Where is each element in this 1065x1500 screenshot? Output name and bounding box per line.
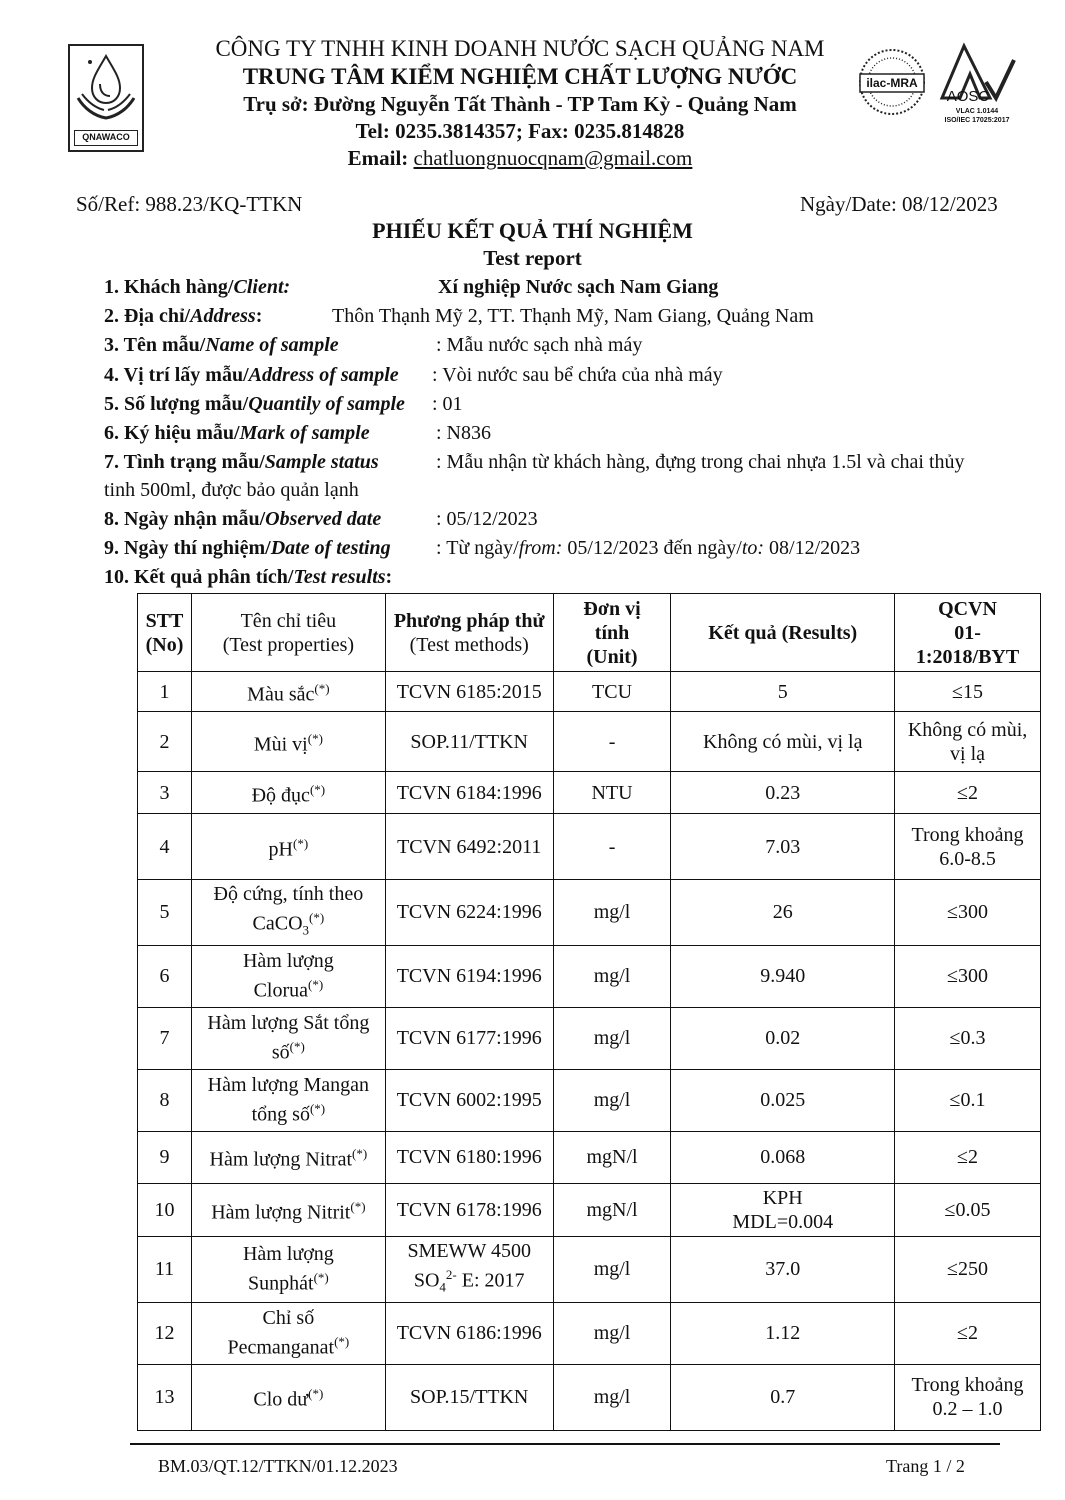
accredited-mark: (*) bbox=[314, 680, 330, 696]
result-value: 26 bbox=[772, 901, 793, 924]
test-method: TCVN 6492:2011 bbox=[397, 835, 542, 858]
cell-method bbox=[385, 945, 553, 1007]
cell-limit bbox=[895, 1007, 1041, 1069]
cell-method bbox=[385, 1131, 553, 1183]
accredited-mark: (*) bbox=[307, 730, 323, 746]
cell-result bbox=[671, 772, 895, 814]
cell-unit bbox=[553, 1236, 671, 1302]
table-row bbox=[138, 880, 1041, 946]
result-value: 0.068 bbox=[760, 1146, 806, 1169]
test-method: TCVN 6002:1995 bbox=[396, 1089, 542, 1112]
cell-name bbox=[191, 1302, 385, 1364]
cell-method bbox=[385, 814, 553, 880]
accredited-mark: (*) bbox=[350, 1198, 366, 1214]
water-drop-hands-icon bbox=[70, 48, 142, 132]
cell-unit bbox=[553, 1364, 671, 1430]
result-value: 0.7 bbox=[770, 1386, 796, 1409]
cell-result bbox=[671, 712, 895, 772]
status-row bbox=[104, 451, 379, 474]
quantity-value: : 01 bbox=[432, 393, 463, 415]
vlac-text: VLAC 1.0144 bbox=[955, 108, 999, 115]
cell-limit: Không có mùi, vị lạ bbox=[895, 712, 1041, 772]
observed-label-en: Observed date bbox=[265, 508, 382, 530]
property-name-cont: Clorua bbox=[253, 979, 308, 1002]
cell-limit bbox=[895, 772, 1041, 814]
footer-rule bbox=[130, 1443, 1000, 1445]
cell-method bbox=[385, 772, 553, 814]
accredited-mark: (*) bbox=[352, 1146, 368, 1162]
limit-value: ≤2 bbox=[957, 1322, 979, 1345]
limit-value: Không có mùi, bbox=[907, 718, 1028, 741]
cell-name bbox=[191, 712, 385, 772]
cell-name bbox=[191, 945, 385, 1007]
cell-unit bbox=[553, 712, 671, 772]
cell-method: SMEWW 4500 $SO_4^{2-}$ E: 2017 bbox=[385, 1236, 553, 1302]
quantity-row bbox=[104, 393, 405, 416]
company-name: CÔNG TY TNHH KINH DOANH NƯỚC SẠCH QUẢNG NAM bbox=[215, 36, 825, 61]
cell-method bbox=[385, 1069, 553, 1131]
accredited-mark: (*) bbox=[313, 1270, 329, 1286]
cell-no: 10 bbox=[138, 1183, 192, 1236]
cell-result bbox=[671, 1131, 895, 1183]
test-method: TCVN 6177:1996 bbox=[396, 1027, 542, 1050]
result-value: 37.0 bbox=[765, 1258, 801, 1281]
cell-name bbox=[191, 1364, 385, 1430]
accredited-mark: (*) bbox=[334, 1334, 350, 1350]
unit: TCU bbox=[592, 680, 633, 703]
cell-no: 8 bbox=[138, 1069, 192, 1131]
cell-unit bbox=[553, 945, 671, 1007]
mark-row bbox=[104, 422, 370, 445]
limit-value: ≤300 bbox=[947, 965, 989, 988]
accredited-mark: (*) bbox=[293, 835, 309, 851]
cell-result bbox=[671, 814, 895, 880]
cell-method bbox=[385, 1007, 553, 1069]
cell-result bbox=[671, 672, 895, 712]
ilac-mra-logo bbox=[856, 44, 928, 124]
property-name: Độ cứng, tính theo bbox=[213, 883, 364, 905]
table-header-row bbox=[138, 594, 1041, 672]
cell-unit bbox=[553, 672, 671, 712]
address-label: 2. Địa chỉ/ bbox=[104, 305, 191, 327]
cell-result bbox=[671, 1364, 895, 1430]
testing-from-date: 05/12/2023 đến ngày/ bbox=[562, 537, 742, 559]
aosc-text: AOSC bbox=[946, 88, 990, 105]
mark-value: : N836 bbox=[436, 422, 491, 444]
client-value: Xí nghiệp Nước sạch Nam Giang bbox=[438, 276, 719, 298]
results-label-en: Test results bbox=[293, 566, 386, 588]
unit: mgN/l bbox=[586, 1146, 638, 1169]
unit: - bbox=[608, 835, 616, 858]
test-method: TCVN 6186:1996 bbox=[396, 1322, 542, 1345]
table-row bbox=[138, 1183, 1041, 1236]
cell-unit bbox=[553, 1302, 671, 1364]
cell-limit bbox=[895, 1236, 1041, 1302]
property-name-cont: Pecmanganat bbox=[227, 1336, 335, 1359]
page-number: Trang 1 / 2 bbox=[886, 1456, 965, 1476]
property-name-cont: Sunphát bbox=[248, 1272, 314, 1295]
cell-result: KPH MDL=0.004 bbox=[671, 1183, 895, 1236]
accredited-mark: (*) bbox=[309, 1101, 326, 1117]
cell-limit bbox=[895, 1069, 1041, 1131]
email-label: Email: bbox=[347, 146, 409, 170]
center-name: TRUNG TÂM KIỂM NGHIỆM CHẤT LƯỢNG NƯỚC bbox=[242, 64, 798, 89]
sample-name-label: 3. Tên mẫu/ bbox=[104, 334, 206, 356]
aosc-logo bbox=[938, 42, 1016, 132]
cell-result bbox=[671, 1007, 895, 1069]
unit: mg/l bbox=[593, 965, 631, 988]
cell-method bbox=[385, 1302, 553, 1364]
testing-label: 9. Ngày thí nghiệm/ bbox=[104, 537, 271, 559]
unit: mg/l bbox=[593, 1027, 631, 1050]
status-label-en: Sample status bbox=[264, 451, 379, 473]
email-line bbox=[140, 146, 900, 171]
unit: mg/l bbox=[593, 1386, 631, 1409]
test-method: TCVN 6224:1996 bbox=[396, 901, 542, 924]
cell-limit bbox=[895, 945, 1041, 1007]
cell-unit bbox=[553, 772, 671, 814]
col-unit: Đơn vị tính (Unit) bbox=[553, 594, 671, 672]
table-row bbox=[138, 945, 1041, 1007]
cell-name bbox=[191, 1236, 385, 1302]
cell-limit bbox=[895, 880, 1041, 946]
cell-no: 9 bbox=[138, 1131, 192, 1183]
result-value: 5 bbox=[777, 680, 788, 703]
client-row bbox=[104, 276, 290, 299]
testing-from-en: from: bbox=[518, 537, 563, 559]
result-value: 7.03 bbox=[765, 835, 801, 858]
result-value: 9.940 bbox=[760, 965, 806, 988]
accredited-mark: (*) bbox=[308, 977, 324, 993]
cell-method bbox=[385, 672, 553, 712]
cell-limit bbox=[895, 672, 1041, 712]
test-method: SMEWW 4500 bbox=[407, 1239, 531, 1262]
address-row: 2. Địa chỉ/Address: bbox=[104, 305, 263, 327]
cell-name bbox=[191, 772, 385, 814]
address-value: Thôn Thạnh Mỹ 2, TT. Thạnh Mỹ, Nam Giang, Quảng Nam bbox=[332, 305, 814, 327]
cell-no: 4 bbox=[138, 814, 192, 880]
accredited-mark: (*) bbox=[309, 781, 326, 797]
accredited-mark: (*) bbox=[308, 1386, 324, 1402]
company-logo bbox=[68, 44, 144, 152]
observed-value: : 05/12/2023 bbox=[436, 508, 538, 530]
testing-to-en: to: bbox=[741, 537, 765, 559]
sample-location-row bbox=[104, 364, 399, 387]
limit-value: ≤0.1 bbox=[949, 1089, 986, 1112]
testing-to-date: 08/12/2023 bbox=[764, 537, 861, 559]
cell-unit bbox=[553, 1007, 671, 1069]
limit-value: ≤15 bbox=[952, 680, 984, 703]
table-row bbox=[138, 712, 1041, 772]
property-name: Hàm lượng Sắt tổng bbox=[207, 1012, 370, 1035]
quantity-label-en: Quantily of sample bbox=[248, 393, 405, 415]
property-name: Hàm lượng Nitrit bbox=[211, 1201, 351, 1224]
limit-value: ≤0.3 bbox=[949, 1027, 986, 1050]
cell-unit bbox=[553, 814, 671, 880]
cell-method bbox=[385, 712, 553, 772]
property-name-cont: số bbox=[271, 1041, 290, 1064]
observed-label: 8. Ngày nhận mẫu/ bbox=[104, 508, 266, 530]
status-label: 7. Tình trạng mẫu/ bbox=[104, 451, 265, 473]
results-label: 10. Kết quả phân tích/ bbox=[104, 566, 294, 588]
table-row bbox=[138, 1364, 1041, 1430]
property-name: Mùi vị bbox=[253, 733, 308, 756]
property-name-cont: tổng số bbox=[251, 1103, 310, 1126]
cell-no: 12 bbox=[138, 1302, 192, 1364]
col-qcvn: QCVN 01- 1:2018/BYT bbox=[895, 594, 1041, 672]
table-row bbox=[138, 672, 1041, 712]
limit-value: ≤2 bbox=[957, 781, 979, 804]
property-name: Hàm lượng Nitrat bbox=[209, 1148, 353, 1171]
result-value: 0.025 bbox=[760, 1089, 806, 1112]
sample-location-label-en: Address of sample bbox=[248, 364, 399, 386]
reference-number: Số/Ref: 988.23/KQ-TTKN bbox=[76, 192, 303, 216]
cell-no: 13 bbox=[138, 1364, 192, 1430]
limit-value: ≤250 bbox=[947, 1258, 989, 1281]
limit-value: ≤0.05 bbox=[944, 1198, 991, 1221]
cell-result bbox=[671, 1302, 895, 1364]
unit: - bbox=[608, 730, 616, 753]
iso-text: ISO/IEC 17025:2017 bbox=[944, 117, 1010, 124]
test-method: TCVN 6180:1996 bbox=[396, 1146, 542, 1169]
property-name: Hàm lượng bbox=[242, 1243, 334, 1266]
results-table bbox=[137, 593, 1041, 1431]
cell-unit bbox=[553, 1069, 671, 1131]
cell-no: 7 bbox=[138, 1007, 192, 1069]
unit: mg/l bbox=[593, 1089, 631, 1112]
report-subtitle: Test report bbox=[483, 246, 582, 270]
table-row bbox=[138, 772, 1041, 814]
cell-result bbox=[671, 945, 895, 1007]
form-code: BM.03/QT.12/TTKN/01.12.2023 bbox=[158, 1456, 398, 1476]
result-value: Không có mùi, vị lạ bbox=[703, 730, 863, 753]
result-value: KPH bbox=[762, 1186, 803, 1209]
observed-row bbox=[104, 508, 381, 531]
accredited-mark: (*) bbox=[309, 910, 325, 925]
cell-unit bbox=[553, 1131, 671, 1183]
cell-limit: Trong khoảng 0.2 – 1.0 bbox=[895, 1364, 1041, 1430]
sample-name-label-en: Name of sample bbox=[205, 334, 339, 356]
property-name: Chỉ số bbox=[262, 1307, 315, 1330]
test-method: TCVN 6178:1996 bbox=[396, 1198, 542, 1221]
mark-label: 6. Ký hiệu mẫu/ bbox=[104, 422, 240, 444]
cell-result bbox=[671, 1236, 895, 1302]
status-value-cont: tinh 500ml, được bảo quản lạnh bbox=[104, 479, 359, 501]
cell-name bbox=[191, 1131, 385, 1183]
col-name: Tên chỉ tiêu (Test properties) bbox=[191, 594, 385, 672]
table-row bbox=[138, 1069, 1041, 1131]
col-result: Kết quả (Results) bbox=[671, 594, 895, 672]
cell-no: 11 bbox=[138, 1236, 192, 1302]
cell-name bbox=[191, 1007, 385, 1069]
property-name-cont: CaCO bbox=[252, 912, 303, 935]
table-row bbox=[138, 814, 1041, 880]
property-name: Clo dư bbox=[253, 1388, 309, 1411]
testing-label-en: Date of testing bbox=[270, 537, 391, 559]
table-row bbox=[138, 1131, 1041, 1183]
mark-label-en: Mark of sample bbox=[239, 422, 370, 444]
limit-value: Trong khoảng bbox=[911, 823, 1024, 846]
cell-no: 1 bbox=[138, 672, 192, 712]
cell-method bbox=[385, 1364, 553, 1430]
result-value: 0.23 bbox=[765, 781, 801, 804]
cell-name bbox=[191, 1069, 385, 1131]
cell-no: 2 bbox=[138, 712, 192, 772]
unit: mg/l bbox=[593, 1258, 631, 1281]
cell-name: Độ cứng, tính theo CaCO$_3$(*) bbox=[191, 880, 385, 946]
property-name: Màu sắc bbox=[247, 683, 315, 706]
testing-value bbox=[436, 537, 860, 560]
col-stt: STT (No) bbox=[138, 594, 192, 672]
accredited-mark: (*) bbox=[289, 1039, 305, 1055]
unit: mg/l bbox=[593, 1322, 631, 1345]
property-name: Hàm lượng bbox=[242, 950, 334, 973]
cell-name bbox=[191, 814, 385, 880]
unit: mg/l bbox=[593, 901, 631, 924]
report-title: PHIẾU KẾT QUẢ THÍ NGHIỆM bbox=[372, 218, 693, 243]
quantity-label: 5. Số lượng mẫu/ bbox=[104, 393, 249, 415]
test-method: TCVN 6194:1996 bbox=[396, 965, 542, 988]
cell-no: 6 bbox=[138, 945, 192, 1007]
test-method: SOP.15/TTKN bbox=[410, 1386, 529, 1409]
sample-location-label: 4. Vị trí lấy mẫu/ bbox=[104, 364, 249, 386]
client-label: 1. Khách hàng/ bbox=[104, 276, 234, 298]
property-name: Hàm lượng Mangan bbox=[207, 1074, 370, 1097]
property-name: Độ đục bbox=[251, 784, 310, 807]
ilac-text: ilac-MRA bbox=[866, 76, 918, 90]
email-link[interactable]: chatluongnuocqnam@gmail.com bbox=[413, 146, 693, 170]
test-method: TCVN 6185:2015 bbox=[396, 680, 542, 703]
unit: mgN/l bbox=[586, 1198, 638, 1221]
cell-no: 3 bbox=[138, 772, 192, 814]
sample-name-value: : Mẫu nước sạch nhà máy bbox=[436, 334, 643, 356]
test-method: TCVN 6184:1996 bbox=[396, 781, 542, 804]
logo-text: QNAWACO bbox=[74, 130, 138, 146]
col-method: Phương pháp thử (Test methods) bbox=[385, 594, 553, 672]
client-label-en: Client: bbox=[233, 276, 291, 298]
phone-fax: Tel: 0235.3814357; Fax: 0235.814828 bbox=[355, 119, 685, 143]
cell-result bbox=[671, 880, 895, 946]
cell-limit bbox=[895, 1302, 1041, 1364]
cell-name bbox=[191, 1183, 385, 1236]
cell-method bbox=[385, 1183, 553, 1236]
test-method: SOP.11/TTKN bbox=[410, 730, 528, 753]
results-heading: 10. Kết quả phân tích/Test results: bbox=[104, 566, 393, 588]
cell-name bbox=[191, 672, 385, 712]
sample-name-row bbox=[104, 334, 339, 357]
limit-value: ≤2 bbox=[957, 1146, 979, 1169]
table-row bbox=[138, 1302, 1041, 1364]
table-row bbox=[138, 1236, 1041, 1302]
result-value: 0.02 bbox=[765, 1027, 801, 1050]
cell-limit bbox=[895, 1183, 1041, 1236]
head-office-address: Trụ sở: Đường Nguyễn Tất Thành - TP Tam Kỳ - Quảng Nam bbox=[243, 92, 797, 116]
testing-row bbox=[104, 537, 391, 560]
cell-result bbox=[671, 1069, 895, 1131]
sample-location-value: : Vòi nước sau bể chứa của nhà máy bbox=[432, 364, 723, 386]
cell-limit bbox=[895, 1131, 1041, 1183]
cell-unit bbox=[553, 1183, 671, 1236]
cell-method bbox=[385, 880, 553, 946]
result-value: 1.12 bbox=[765, 1322, 801, 1345]
unit: NTU bbox=[591, 781, 633, 804]
table-row bbox=[138, 1007, 1041, 1069]
address-label-en: Address bbox=[190, 305, 256, 327]
limit-value: Trong khoảng bbox=[911, 1374, 1024, 1397]
property-name: pH bbox=[268, 838, 293, 861]
limit-value: ≤300 bbox=[947, 901, 989, 924]
cell-no: 5 bbox=[138, 880, 192, 946]
cell-limit: Trong khoảng 6.0-8.5 bbox=[895, 814, 1041, 880]
testing-from-prefix: : Từ ngày/ bbox=[436, 537, 519, 559]
cell-unit bbox=[553, 880, 671, 946]
status-value: : Mẫu nhận từ khách hàng, đựng trong chai nhựa 1.5l và chai thủy bbox=[436, 451, 965, 473]
report-date: Ngày/Date: 08/12/2023 bbox=[800, 192, 998, 216]
